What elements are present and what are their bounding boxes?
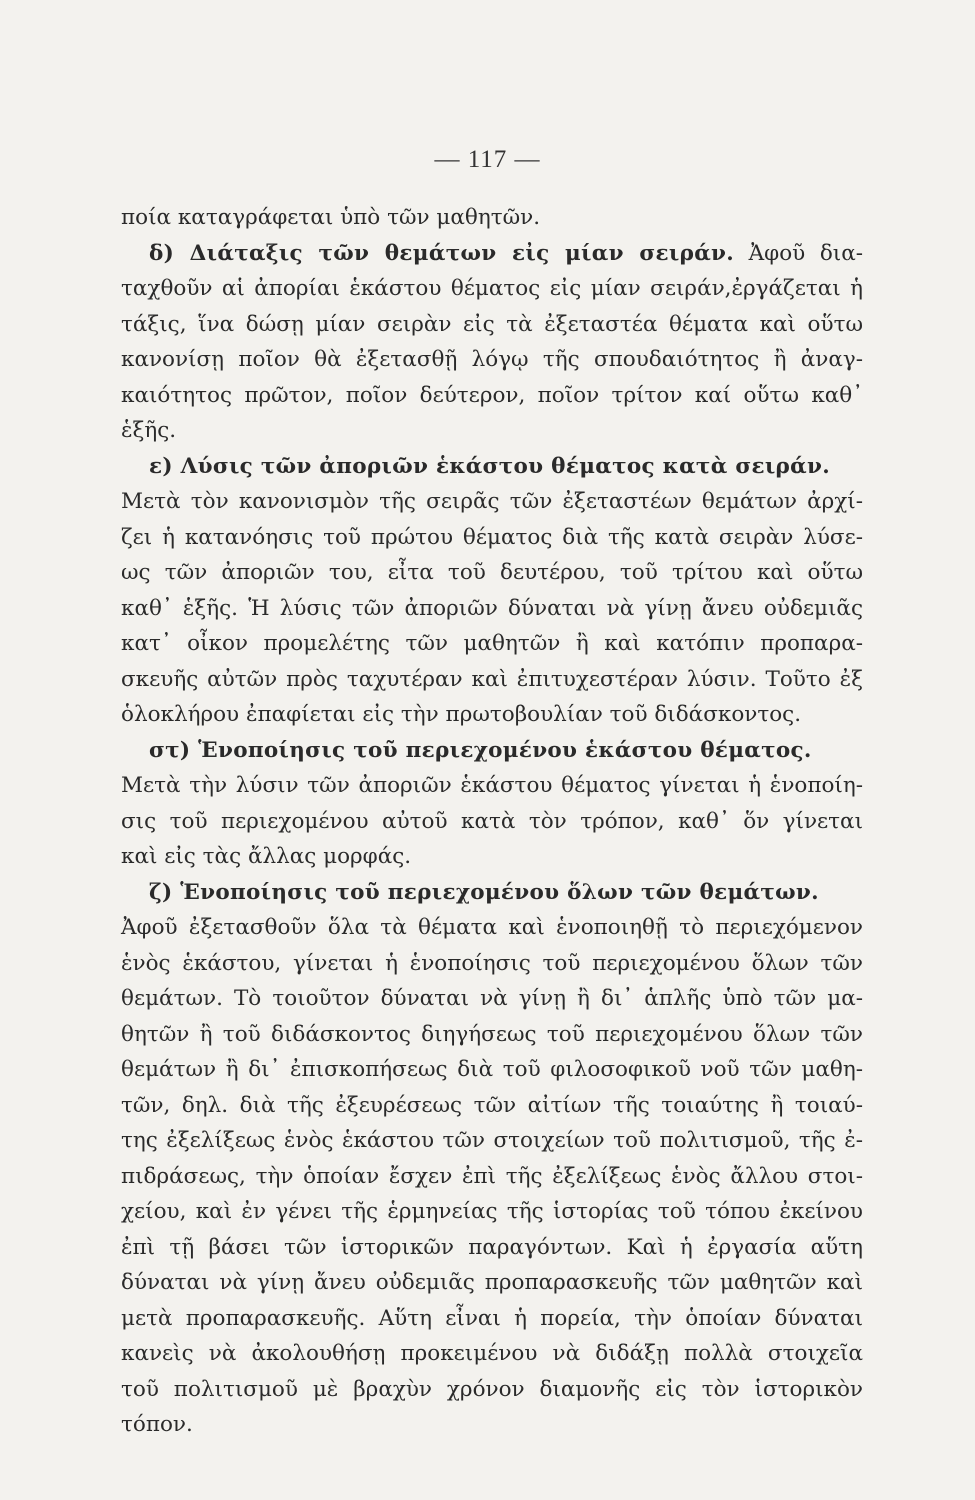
line-text: ως τῶν ἀποριῶν του, εἶτα τοῦ δευτέρου, τοῦ τρίτου καὶ οὕτω [121, 560, 863, 585]
text-line [121, 1265, 863, 1301]
line-text: κανονίσῃ ποῖον θὰ ἐξετασθῇ λόγῳ τῆς σπουδαιότητος ἢ ἀναγ- [121, 347, 863, 372]
text-line [121, 1017, 863, 1053]
line-text: θητῶν ἢ τοῦ διδάσκοντος διηγήσεως τοῦ περιεχομένου ὅλων τῶν [121, 1021, 863, 1047]
line-text: ἐπὶ τῇ βάσει τῶν ἱστορικῶν παραγόντων. Καὶ ἡ ἐργασία αὕτη [121, 1234, 863, 1260]
text-line [121, 1052, 863, 1088]
text-line [121, 1230, 863, 1266]
line-text: καιότητος πρῶτον, ποῖον δεύτερον, ποῖον τρίτον καί οὕτω καθ᾽ [121, 382, 863, 408]
line-text: καθ᾽ ἑξῆς. Ἡ λύσις τῶν ἀποριῶν δύναται νὰ γίνῃ ἄνευ οὐδεμιᾶς [121, 595, 863, 621]
section-heading-line [121, 875, 863, 911]
line-text: Ἀφοῦ δια- [734, 240, 864, 266]
text-line [121, 1194, 863, 1230]
section-heading-line [121, 236, 863, 272]
line-text: τόπον. [121, 1412, 193, 1437]
text-line [121, 804, 863, 840]
page-number: — 117 — [434, 146, 541, 173]
line-text: ὁλοκλήρου ἐπαφίεται εἰς τὴν πρωτοβουλίαν τοῦ διδάσκοντος. [121, 702, 802, 727]
line-text: Μετὰ τὸν κανονισμὸν τῆς σειρᾶς τῶν ἐξεταστέων θεμάτων ἀρχί- [121, 489, 863, 514]
line-text: πιδράσεως, τὴν ὁποίαν ἔσχεν ἐπὶ τῆς ἐξελίξεως ἑνὸς ἄλλου στοι- [121, 1163, 863, 1189]
line-text: σις τοῦ περιεχομένου αὐτοῦ κατὰ τὸν τρόπον, καθ᾽ ὅν γίνεται [121, 808, 863, 834]
body-text [121, 200, 863, 1443]
line-text: ἑνὸς ἑκάστου, γίνεται ἡ ἑνοποίησις τοῦ περιεχομένου ὅλων τῶν [121, 950, 863, 976]
line-text: τάξις, ἵνα δώσῃ μίαν σειρὰν εἰς τὰ ἐξεταστέα θέματα καὶ οὕτω [121, 311, 863, 337]
line-text: ταχθοῦν αἱ ἀπορίαι ἑκάστου θέματος εἰς μίαν σειράν,ἐργάζεται ἡ [121, 276, 863, 301]
text-line [121, 200, 863, 236]
section-heading: ζ) Ἑνοποίησις τοῦ περιεχομένου ὅλων τῶν θεμάτων. [149, 879, 819, 905]
section-heading-line [121, 733, 863, 769]
line-text: ζει ἡ κατανόησις τοῦ πρώτου θέματος διὰ τῆς κατὰ σειρὰν λύσε- [121, 524, 863, 550]
text-line [121, 484, 863, 520]
text-line [121, 307, 863, 343]
line-text: τῶν, δηλ. διὰ τῆς ἐξευρέσεως τῶν αἰτίων τῆς τοιαύτης ἢ τοιαύ- [121, 1092, 863, 1118]
line-text: τοῦ πολιτισμοῦ μὲ βραχὺν χρόνον διαμονῆς εἰς τὸν ἱστορικὸν [121, 1376, 863, 1402]
text-line [121, 1159, 863, 1195]
text-line [121, 342, 863, 378]
section-heading: δ) Διάταξις τῶν θεμάτων εἰς μίαν σειράν. [149, 240, 735, 266]
text-line [121, 1088, 863, 1124]
text-line [121, 1407, 863, 1443]
text-line [121, 662, 863, 698]
line-text: καὶ εἰς τὰς ἄλλας μορφάς. [121, 844, 412, 869]
text-line [121, 1123, 863, 1159]
text-line [121, 413, 863, 449]
text-line [121, 555, 863, 591]
line-text: δύναται νὰ γίνῃ ἄνευ οὐδεμιᾶς προπαρασκευῆς τῶν μαθητῶν καὶ [121, 1270, 863, 1295]
line-text: ἑξῆς. [121, 418, 177, 443]
text-line [121, 591, 863, 627]
text-line [121, 1336, 863, 1372]
text-line [121, 1372, 863, 1408]
line-text: ποία καταγράφεται ὑπὸ τῶν μαθητῶν. [121, 205, 541, 230]
line-text: χείου, καὶ ἐν γένει τῆς ἑρμηνείας τῆς ἱστορίας τοῦ τόπου ἐκείνου [121, 1199, 863, 1224]
text-line [121, 981, 863, 1017]
line-text: σκευῆς αὐτῶν πρὸς ταχυτέραν καὶ ἐπιτυχεστέραν λύσιν. Τοῦτο ἐξ [121, 666, 863, 692]
text-line [121, 839, 863, 875]
text-line [121, 520, 863, 556]
text-line [121, 946, 863, 982]
line-text: θεμάτων ἢ δι᾽ ἐπισκοπήσεως διὰ τοῦ φιλοσοφικοῦ νοῦ τῶν μαθη- [121, 1057, 863, 1082]
text-line [121, 378, 863, 414]
text-line [121, 1301, 863, 1337]
line-text: Μετὰ τὴν λύσιν τῶν ἀποριῶν ἑκάστου θέματος γίνεται ἡ ἑνοποίη- [121, 773, 863, 798]
text-line [121, 910, 863, 946]
text-line [121, 626, 863, 662]
section-heading-line [121, 449, 863, 485]
text-line [121, 271, 863, 307]
line-text: κατ᾽ οἶκον προμελέτης τῶν μαθητῶν ἢ καὶ κατόπιν προπαρα- [121, 631, 863, 656]
text-line [121, 697, 863, 733]
text-line [121, 768, 863, 804]
line-text: θεμάτων. Τὸ τοιοῦτον δύναται νὰ γίνῃ ἢ δι᾽ ἁπλῆς ὑπὸ τῶν μα- [121, 986, 863, 1011]
line-text: της ἐξελίξεως ἑνὸς ἑκάστου τῶν στοιχείων τοῦ πολιτισμοῦ, τῆς ἐ- [121, 1128, 863, 1153]
section-heading: ε) Λύσις τῶν ἀποριῶν ἑκάστου θέματος κατὰ σειράν. [149, 453, 830, 479]
section-heading: στ) Ἑνοποίησις τοῦ περιεχομένου ἑκάστου θέματος. [149, 737, 812, 763]
line-text: Ἀφοῦ ἐξετασθοῦν ὅλα τὰ θέματα καὶ ἑνοποιηθῇ τὸ περιεχόμενον [121, 915, 863, 940]
line-text: κανεὶς νὰ ἀκολουθήσῃ προκειμένου νὰ διδάξῃ πολλὰ στοιχεῖα [121, 1341, 863, 1366]
line-text: μετὰ προπαρασκευῆς. Αὕτη εἶναι ἡ πορεία, τὴν ὁποίαν δύναται [121, 1305, 863, 1331]
